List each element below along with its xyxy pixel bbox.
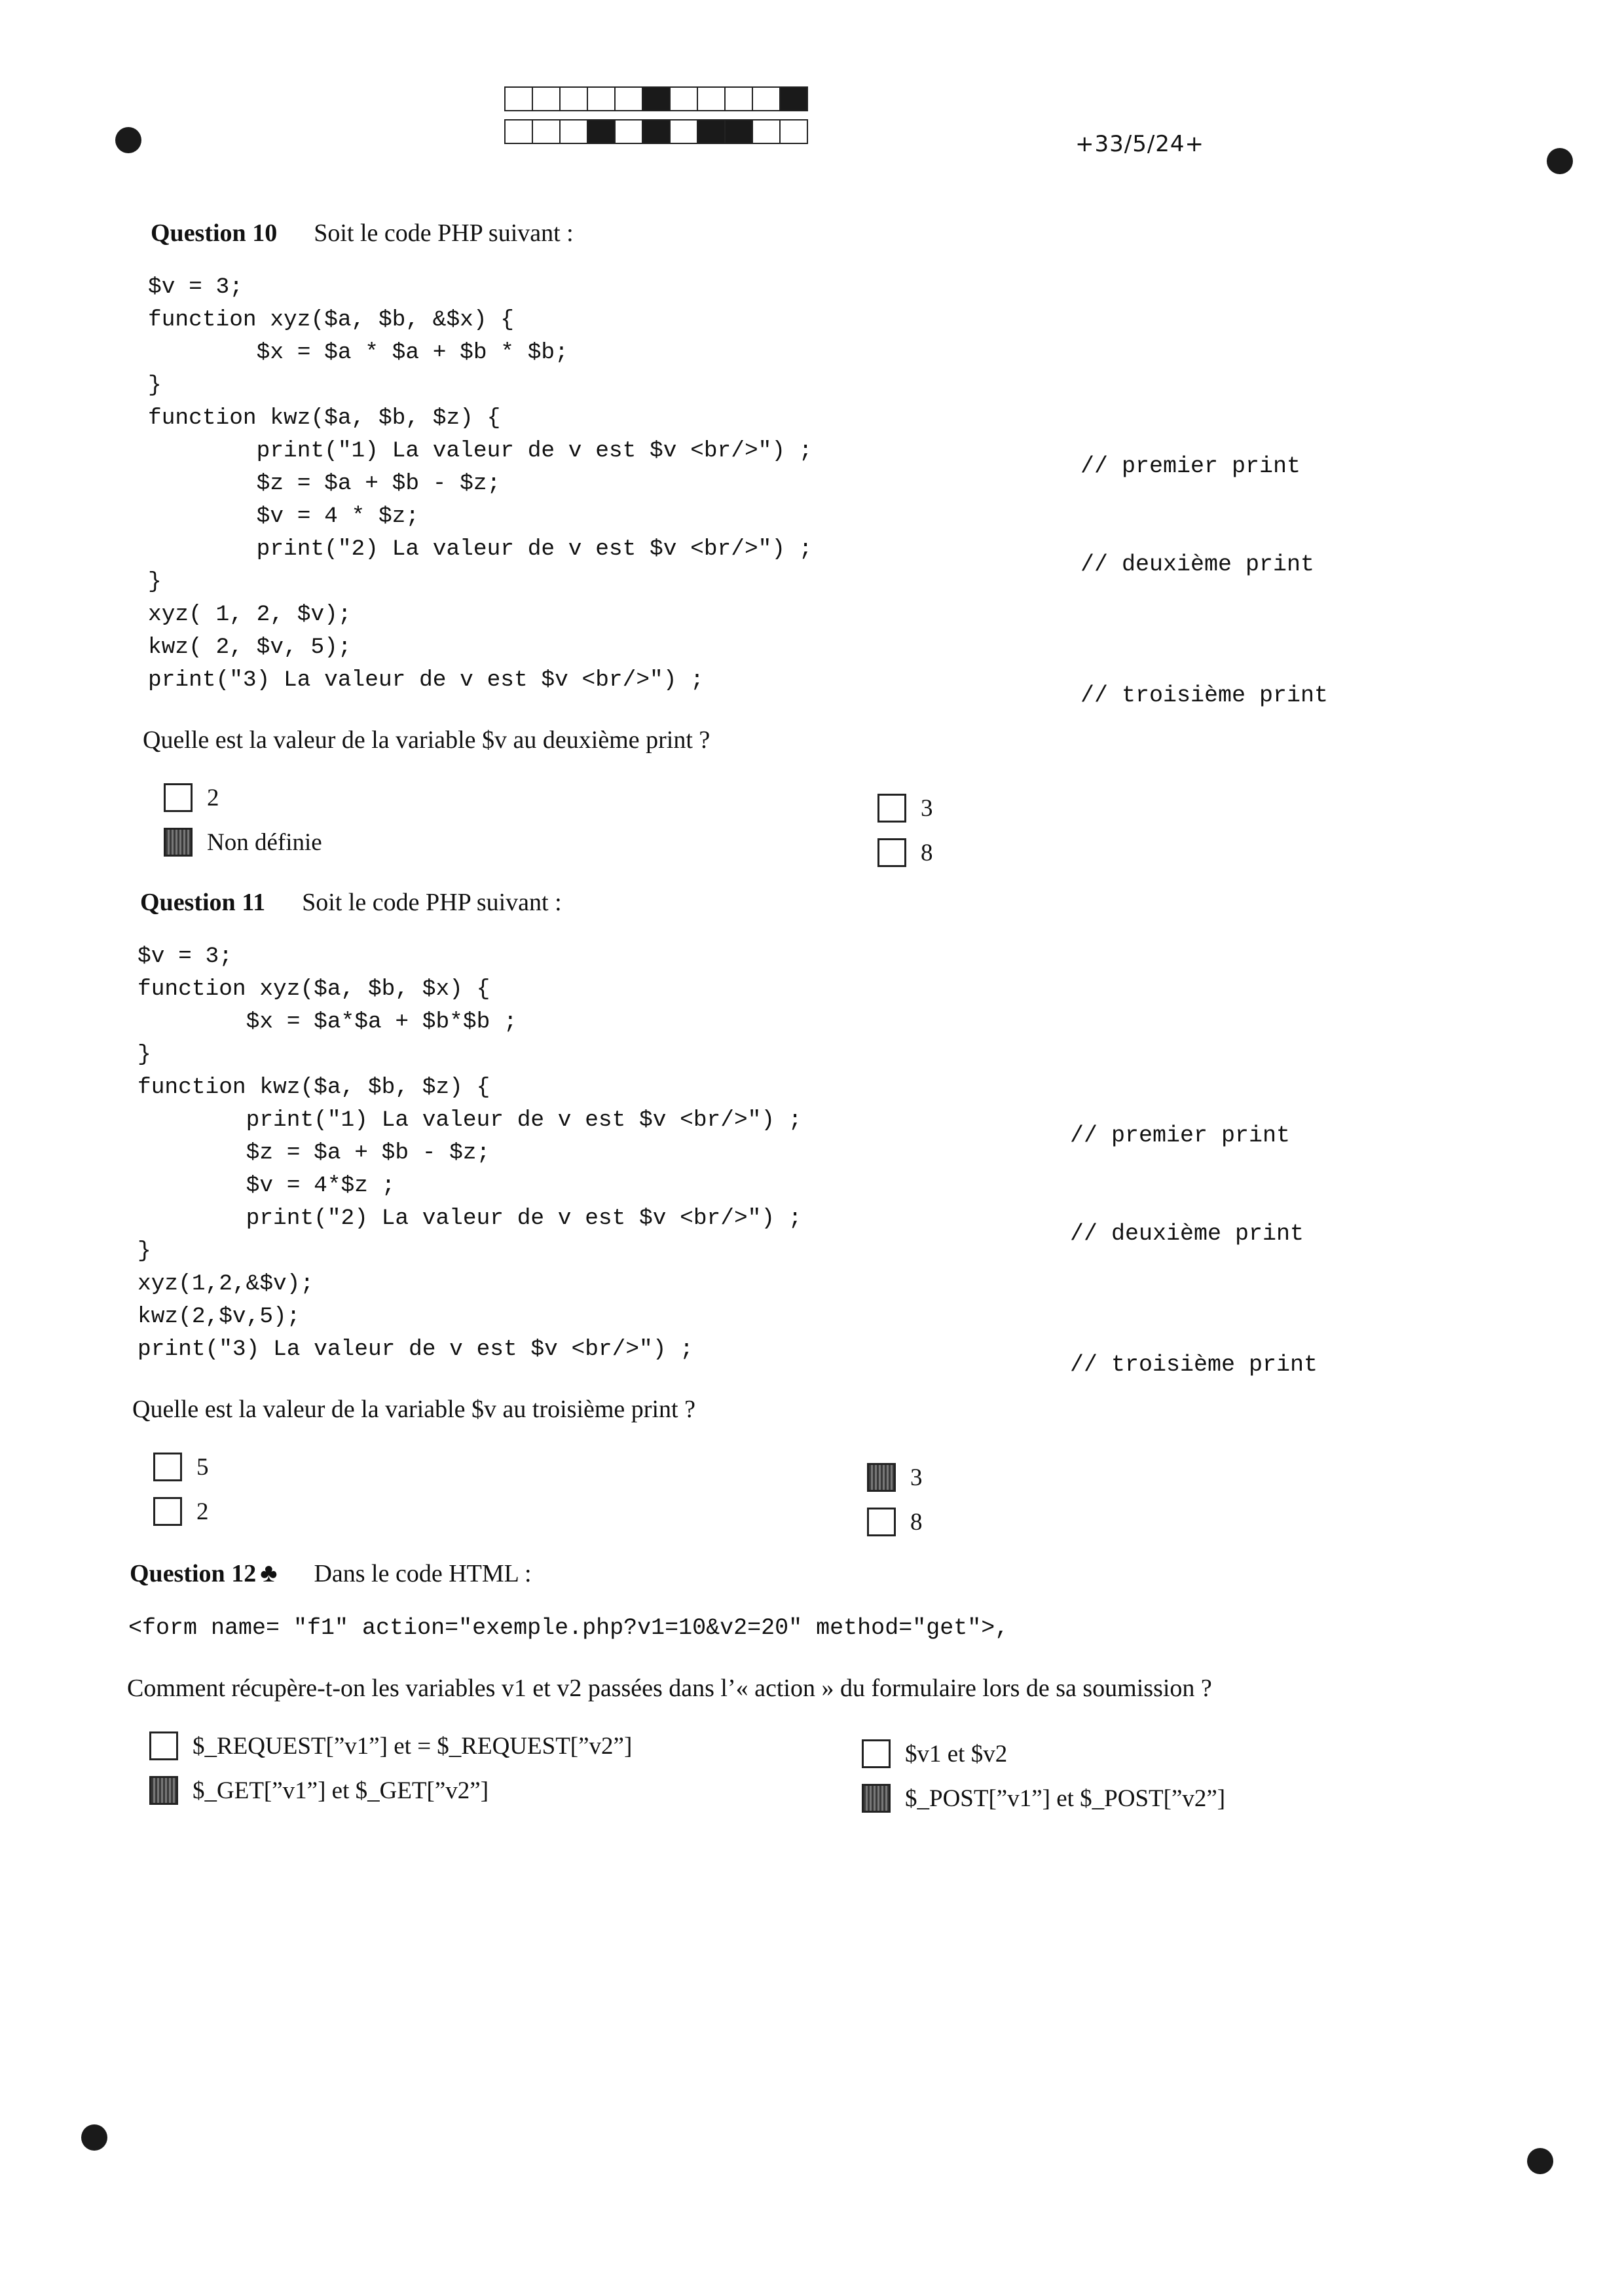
grid-cell xyxy=(752,119,781,144)
grid-cell xyxy=(532,86,561,111)
grid-cell xyxy=(642,86,671,111)
code-comment: // troisième print xyxy=(1080,682,1329,709)
question-prompt: Quelle est la valeur de la variable $v au troisième print ? xyxy=(132,1396,695,1423)
answer-label: $_REQUEST[”v1”] et = $_REQUEST[”v2”] xyxy=(193,1732,633,1760)
grid-cell xyxy=(697,86,726,111)
question-prompt: Quelle est la valeur de la variable $v au deuxième print ? xyxy=(143,726,710,754)
checkbox[interactable] xyxy=(862,1739,891,1768)
checkbox[interactable] xyxy=(877,794,906,823)
answer-label: 8 xyxy=(921,839,933,866)
php-code-block: $v = 3; function xyz($a, $b, &$x) { $x = $a * $a + $b * $b; } function kwz($a, $b, $z) { print("1) La valeur de v est $v <br/>") ; $z = $a + $b - $z; $v = 4 * $z; print("2) La valeur de v est $v <br/>") ; } xyz( 1, 2, $v); kwz( 2, $v, 5); print("3) La valeur de v est $v <br/>") ; xyxy=(148,274,813,693)
answer-option[interactable] xyxy=(862,1739,1007,1768)
code-comment: // deuxième print xyxy=(1080,551,1315,578)
checkbox[interactable] xyxy=(164,828,193,857)
grid-cell xyxy=(697,119,726,144)
html-code-line: <form name= "f1" action="exemple.php?v1=10&v2=20" method="get">, xyxy=(128,1615,1009,1641)
question-prompt: Comment récupère-t-on les variables v1 et v2 passées dans l’« action » du formulaire lors de sa soumission ? xyxy=(127,1675,1212,1702)
checkbox[interactable] xyxy=(149,1731,178,1760)
answer-option[interactable] xyxy=(862,1784,1225,1813)
question-intro: Soit le code PHP suivant : xyxy=(314,219,574,247)
answer-option[interactable] xyxy=(153,1453,209,1481)
checkbox[interactable] xyxy=(153,1453,182,1481)
answer-option[interactable] xyxy=(867,1508,923,1536)
answer-label: 3 xyxy=(921,794,933,822)
grid-cell xyxy=(587,119,616,144)
grid-cell xyxy=(532,119,561,144)
question-label: Question 11 xyxy=(140,889,266,916)
answer-label: 3 xyxy=(910,1464,923,1491)
answer-label: 2 xyxy=(196,1498,209,1525)
page-code: +33/5/24+ xyxy=(1075,131,1205,157)
code-comment: // premier print xyxy=(1080,453,1301,479)
answer-label: $v1 et $v2 xyxy=(905,1740,1008,1768)
answer-option[interactable] xyxy=(877,794,933,823)
question-11-title xyxy=(140,888,562,917)
code-comment: // troisième print xyxy=(1070,1352,1318,1378)
checkbox[interactable] xyxy=(164,783,193,812)
registration-mark-bottom-right xyxy=(1527,2148,1553,2174)
grid-cell xyxy=(642,119,671,144)
question-12-title xyxy=(130,1557,532,1588)
grid-cell xyxy=(779,119,808,144)
checkbox[interactable] xyxy=(867,1508,896,1536)
page-id-grid-row-2 xyxy=(504,119,807,144)
answer-label: $_GET[”v1”] et $_GET[”v2”] xyxy=(193,1777,489,1804)
grid-cell xyxy=(752,86,781,111)
grid-cell xyxy=(669,86,698,111)
grid-cell xyxy=(724,86,753,111)
grid-cell xyxy=(559,86,588,111)
club-icon: ♣ xyxy=(260,1558,278,1587)
question-label: Question 10 xyxy=(151,219,278,247)
registration-mark-bottom-left xyxy=(81,2124,107,2151)
page-id-grid-row-1 xyxy=(504,86,807,111)
grid-cell xyxy=(504,86,533,111)
question-10-title xyxy=(151,219,574,248)
grid-cell xyxy=(587,86,616,111)
grid-cell xyxy=(614,86,643,111)
answer-label: 2 xyxy=(207,784,219,811)
code-comment: // deuxième print xyxy=(1070,1221,1304,1247)
checkbox[interactable] xyxy=(877,838,906,867)
grid-cell xyxy=(779,86,808,111)
question-intro: Soit le code PHP suivant : xyxy=(302,889,562,916)
answer-option[interactable] xyxy=(149,1731,632,1760)
answer-option[interactable] xyxy=(164,783,219,812)
checkbox[interactable] xyxy=(149,1776,178,1805)
php-code-block: $v = 3; function xyz($a, $b, $x) { $x = $a*$a + $b*$b ; } function kwz($a, $b, $z) { print("1) La valeur de v est $v <br/>") ; $z = $a + $b - $z; $v = 4*$z ; print("2) La valeur de v est $v <br/>") ; } xyz(1,2,&$v); kwz(2,$v,5); print("3) La valeur de v est $v <br/>") ; xyxy=(138,944,802,1362)
answer-label: 5 xyxy=(196,1453,209,1481)
grid-cell xyxy=(559,119,588,144)
question-label: Question 12 xyxy=(130,1560,257,1587)
answer-label: $_POST[”v1”] et $_POST[”v2”] xyxy=(905,1785,1226,1812)
answer-option[interactable] xyxy=(867,1463,923,1492)
checkbox[interactable] xyxy=(153,1497,182,1526)
grid-cell xyxy=(614,119,643,144)
grid-cell xyxy=(504,119,533,144)
answer-label: Non définie xyxy=(207,828,322,856)
code-comment: // premier print xyxy=(1070,1122,1291,1149)
question-intro: Dans le code HTML : xyxy=(314,1560,532,1587)
registration-mark-top-right xyxy=(1547,148,1573,174)
checkbox[interactable] xyxy=(862,1784,891,1813)
answer-label: 8 xyxy=(910,1508,923,1536)
registration-mark-top-left xyxy=(115,127,141,153)
answer-option[interactable] xyxy=(164,828,322,857)
checkbox[interactable] xyxy=(867,1463,896,1492)
answer-option[interactable] xyxy=(149,1776,489,1805)
grid-cell xyxy=(669,119,698,144)
grid-cell xyxy=(724,119,753,144)
answer-option[interactable] xyxy=(877,838,933,867)
answer-option[interactable] xyxy=(153,1497,209,1526)
